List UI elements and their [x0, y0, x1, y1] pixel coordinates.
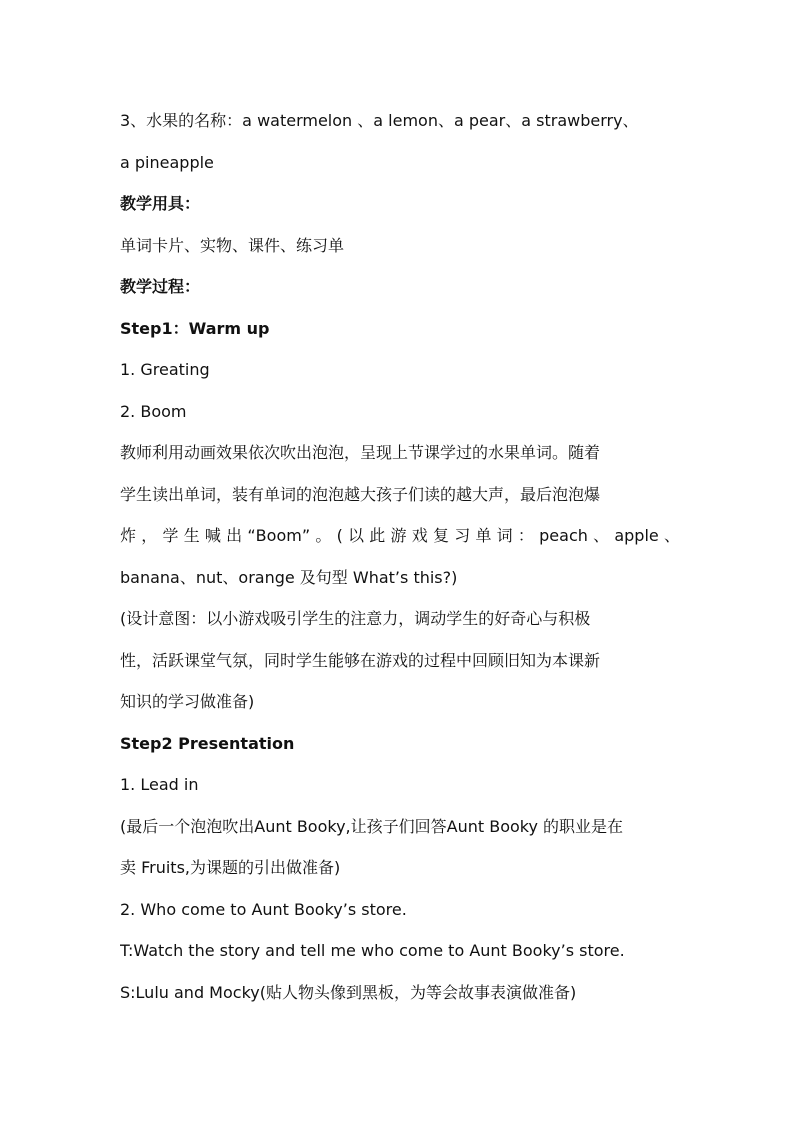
teaching-process-heading: 教学过程： — [120, 277, 201, 296]
design-intent-line-3: 知识的学习做准备) — [120, 692, 255, 711]
boom-description-line-2: 学生读出单词，装有单词的泡泡越大孩子们读的越大声，最后泡泡爆 — [120, 484, 601, 504]
boom-description-line-1: 教师利用动画效果依次吹出泡泡，呈现上节课学过的水果单词。随着 — [120, 443, 601, 462]
lead-in-note-line-2: 卖 Fruits,为课题的引出做准备) — [120, 858, 341, 877]
boom-description-line-3: 炸，学生喊出“Boom”。(以此游戏复习单词：peach、apple、 — [120, 526, 680, 545]
design-intent-line-1: (设计意图：以小游戏吸引学生的注意力，调动学生的好奇心与积极 — [120, 609, 591, 628]
lead-in-note-line-1: (最后一个泡泡吹出Aunt Booky,让孩子们回答Aunt Booky 的职业是在 — [120, 816, 624, 836]
document-page — [120, 100, 680, 1013]
teacher-dialogue: T:Watch the story and tell me who come to Aunt Booky’s store. — [120, 941, 625, 960]
fruit-names-line: 3、水果的名称：a watermelon 、a lemon、a pear、a strawberry、 — [120, 111, 639, 130]
design-intent-line-2: 性，活跃课堂气氛，同时学生能够在游戏的过程中回顾旧知为本课新 — [120, 650, 601, 670]
fruit-names-continued: a pineapple — [120, 152, 214, 172]
boom-description-line-4: banana、nut、orange 及句型 What’s this?) — [120, 567, 458, 587]
step2-item-who-come: 2. Who come to Aunt Booky’s store. — [120, 899, 407, 919]
step2-heading: Step2 Presentation — [120, 733, 295, 753]
teaching-aids-heading: 教学用具： — [120, 194, 201, 213]
step1-item-greeting: 1. Greating — [120, 360, 210, 379]
student-dialogue: S:Lulu and Mocky(贴人物头像到黑板，为等会故事表演做准备) — [120, 982, 577, 1002]
step1-heading: Step1：Warm up — [120, 318, 270, 338]
step2-item-lead-in: 1. Lead in — [120, 775, 199, 794]
step1-item-boom: 2. Boom — [120, 401, 187, 421]
teaching-aids-list: 单词卡片、实物、课件、练习单 — [120, 235, 345, 255]
